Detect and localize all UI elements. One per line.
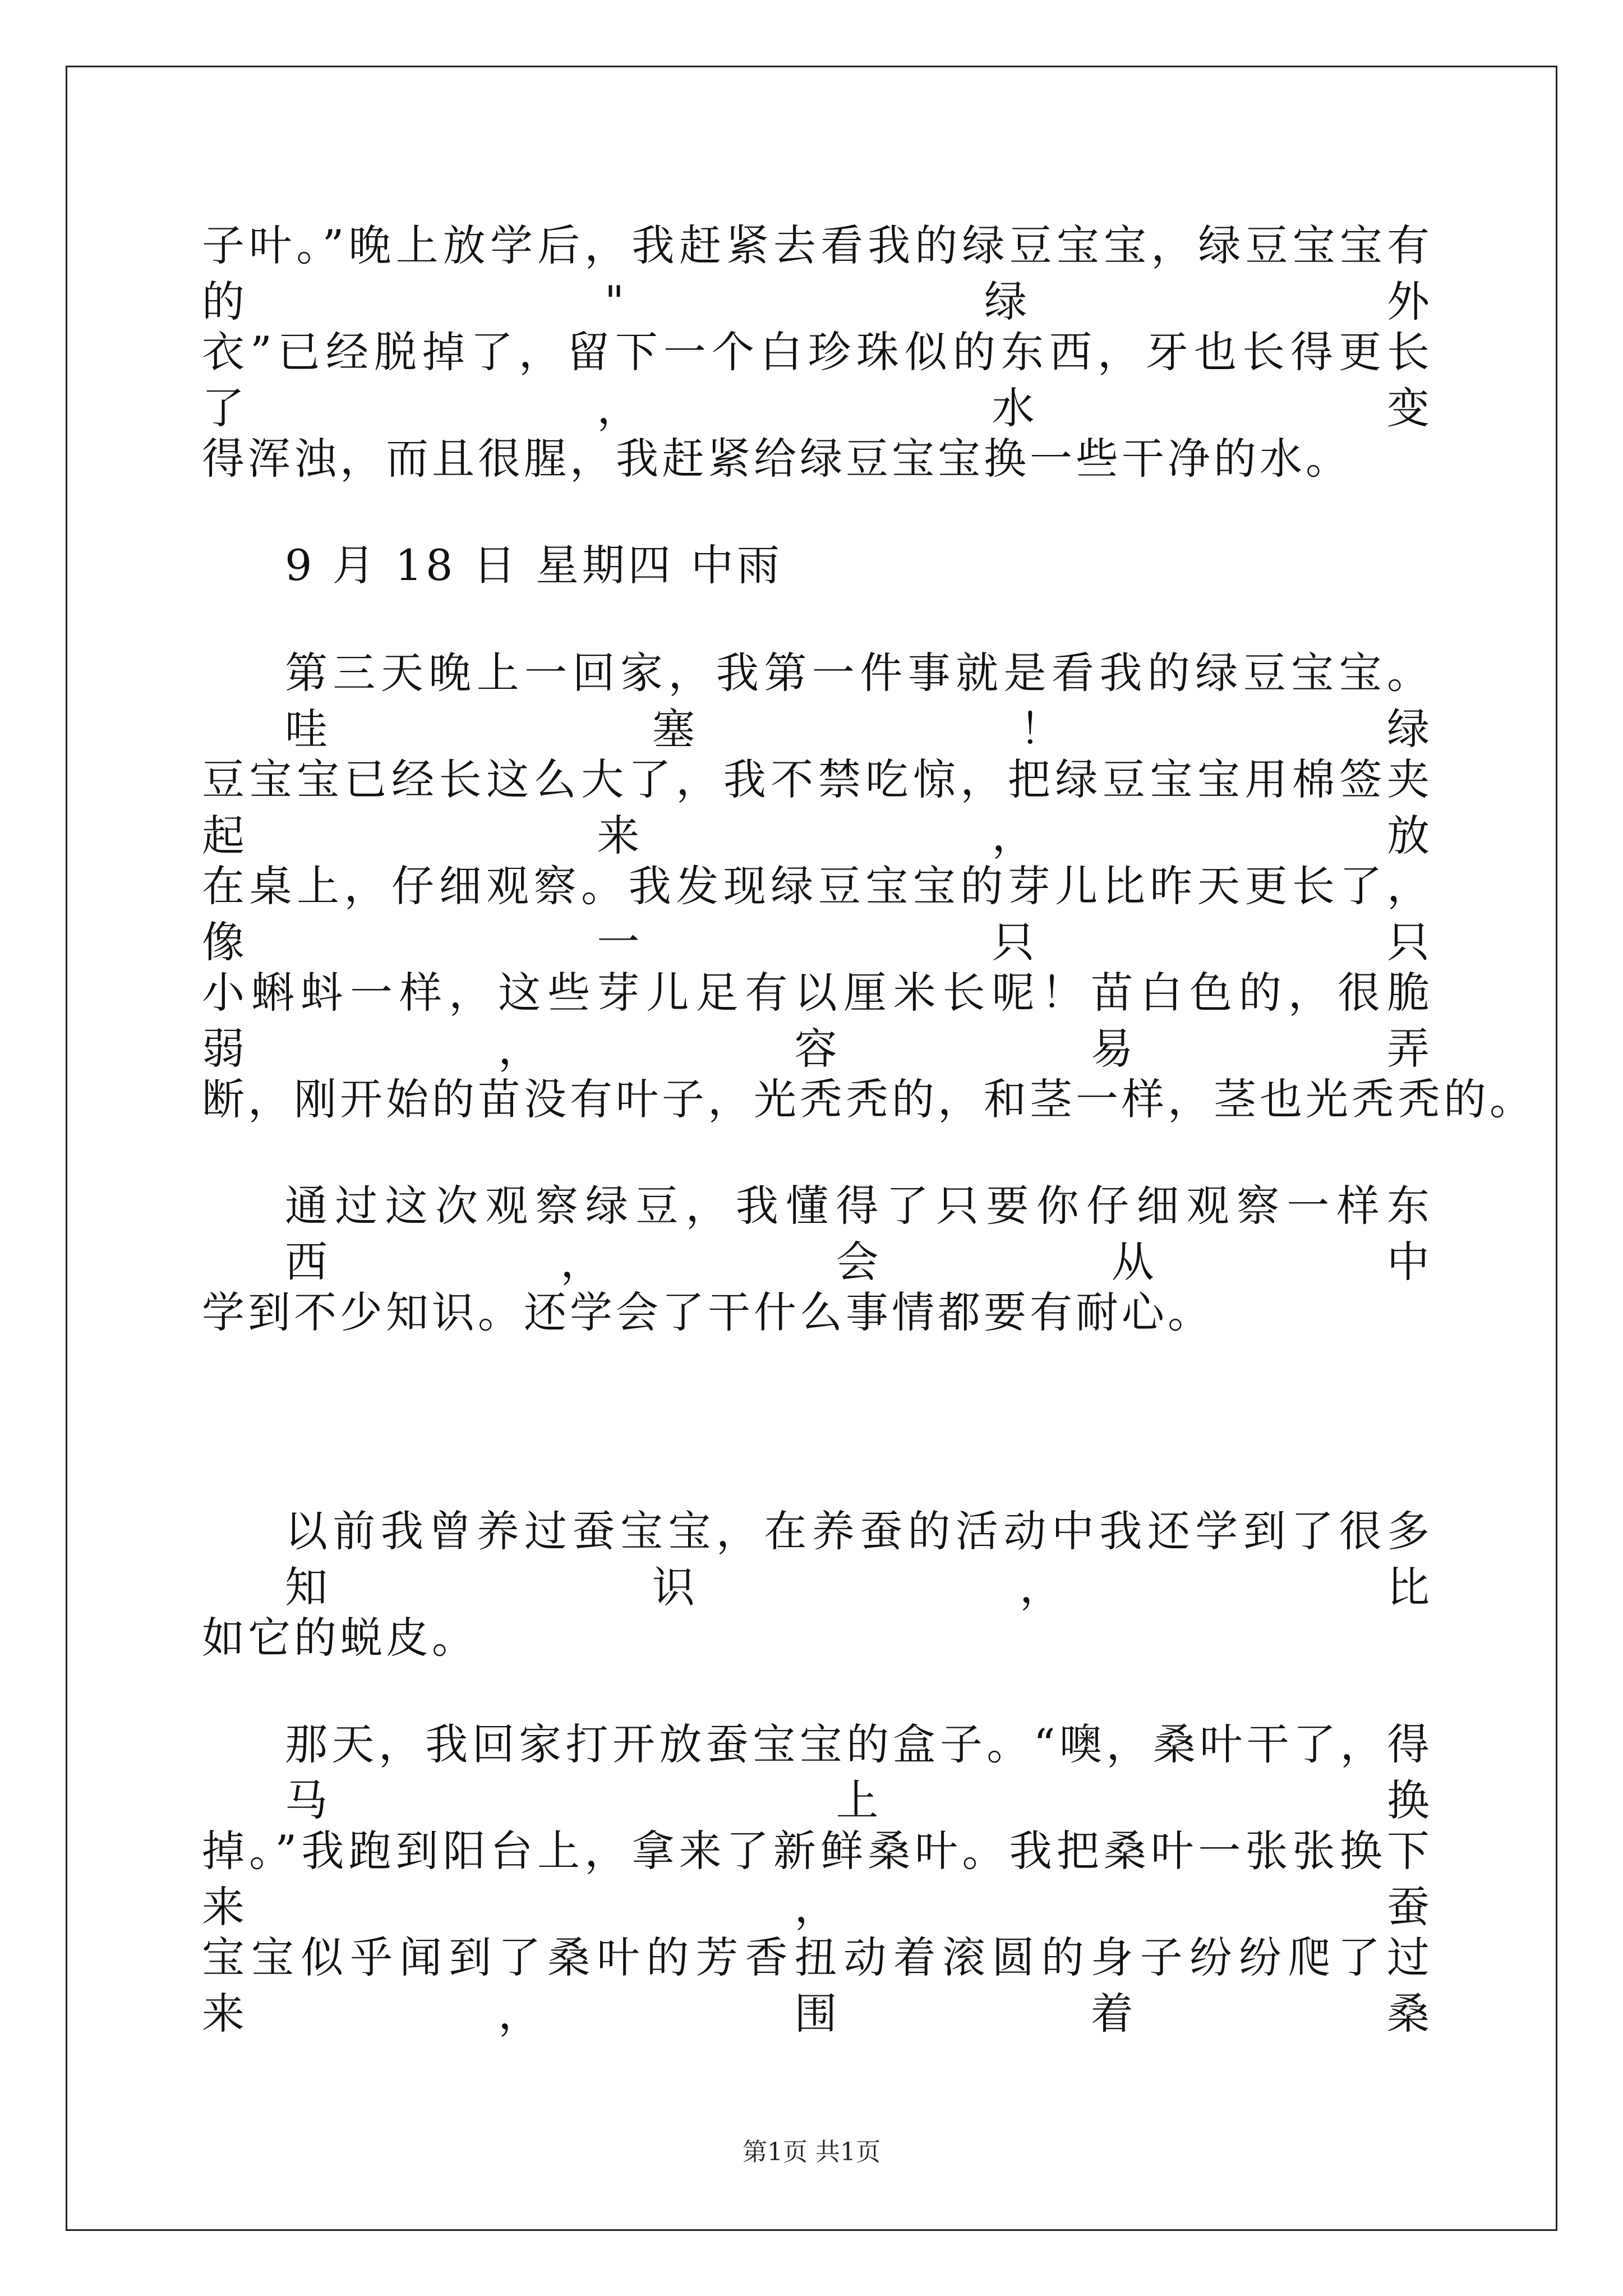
text-line: 断，刚开始的苗没有叶子，光秃秃的，和茎一样，茎也光秃秃的。 [202,1074,1536,1124]
text-line: 第三天晚上一回家，我第一件事就是看我的绿豆宝宝。哇塞！绿 [285,648,1433,754]
text-line: 得浑浊，而且很腥，我赶紧给绿豆宝宝换一些干净的水。 [202,434,1352,484]
text-line: 那天，我回家打开放蚕宝宝的盒子。“噢，桑叶干了，得马上换 [285,1719,1433,1825]
text-line: 如它的蜕皮。 [202,1613,478,1663]
text-line: 在桌上，仔细观察。我发现绿豆宝宝的芽儿比昨天更长了，像一只只 [202,861,1433,967]
text-line: 小蝌蚪一样，这些芽儿足有以厘米长呢！苗白色的，很脆弱，容易弄 [202,968,1433,1074]
text-line: 子叶。”晚上放学后，我赶紧去看我的绿豆宝宝，绿豆宝宝有的"绿外 [202,220,1433,326]
text-line: 学到不少知识。还学会了干什么事情都要有耐心。 [202,1287,1214,1337]
page-number-footer: 第1页 共1页 [743,2138,880,2166]
text-line: 衣”已经脱掉了，留下一个白珍珠似的东西，牙也长得更长了，水变 [202,327,1433,433]
text-line: 宝宝似乎闻到了桑叶的芳香扭动着滚圆的身子纷纷爬了过来，围着桑 [202,1932,1433,2039]
date-heading: 9 月 18 日 星期四 中雨 [285,540,783,590]
text-line: 豆宝宝已经长这么大了，我不禁吃惊，把绿豆宝宝用棉签夹起来，放 [202,754,1433,861]
text-line: 掉。”我跑到阳台上，拿来了新鲜桑叶。我把桑叶一张张换下来，蚕 [202,1826,1433,1932]
text-line: 通过这次观察绿豆，我懂得了只要你仔细观察一样东西，会从中 [285,1181,1433,1287]
text-line: 以前我曾养过蚕宝宝，在养蚕的活动中我还学到了很多知识，比 [285,1506,1433,1612]
